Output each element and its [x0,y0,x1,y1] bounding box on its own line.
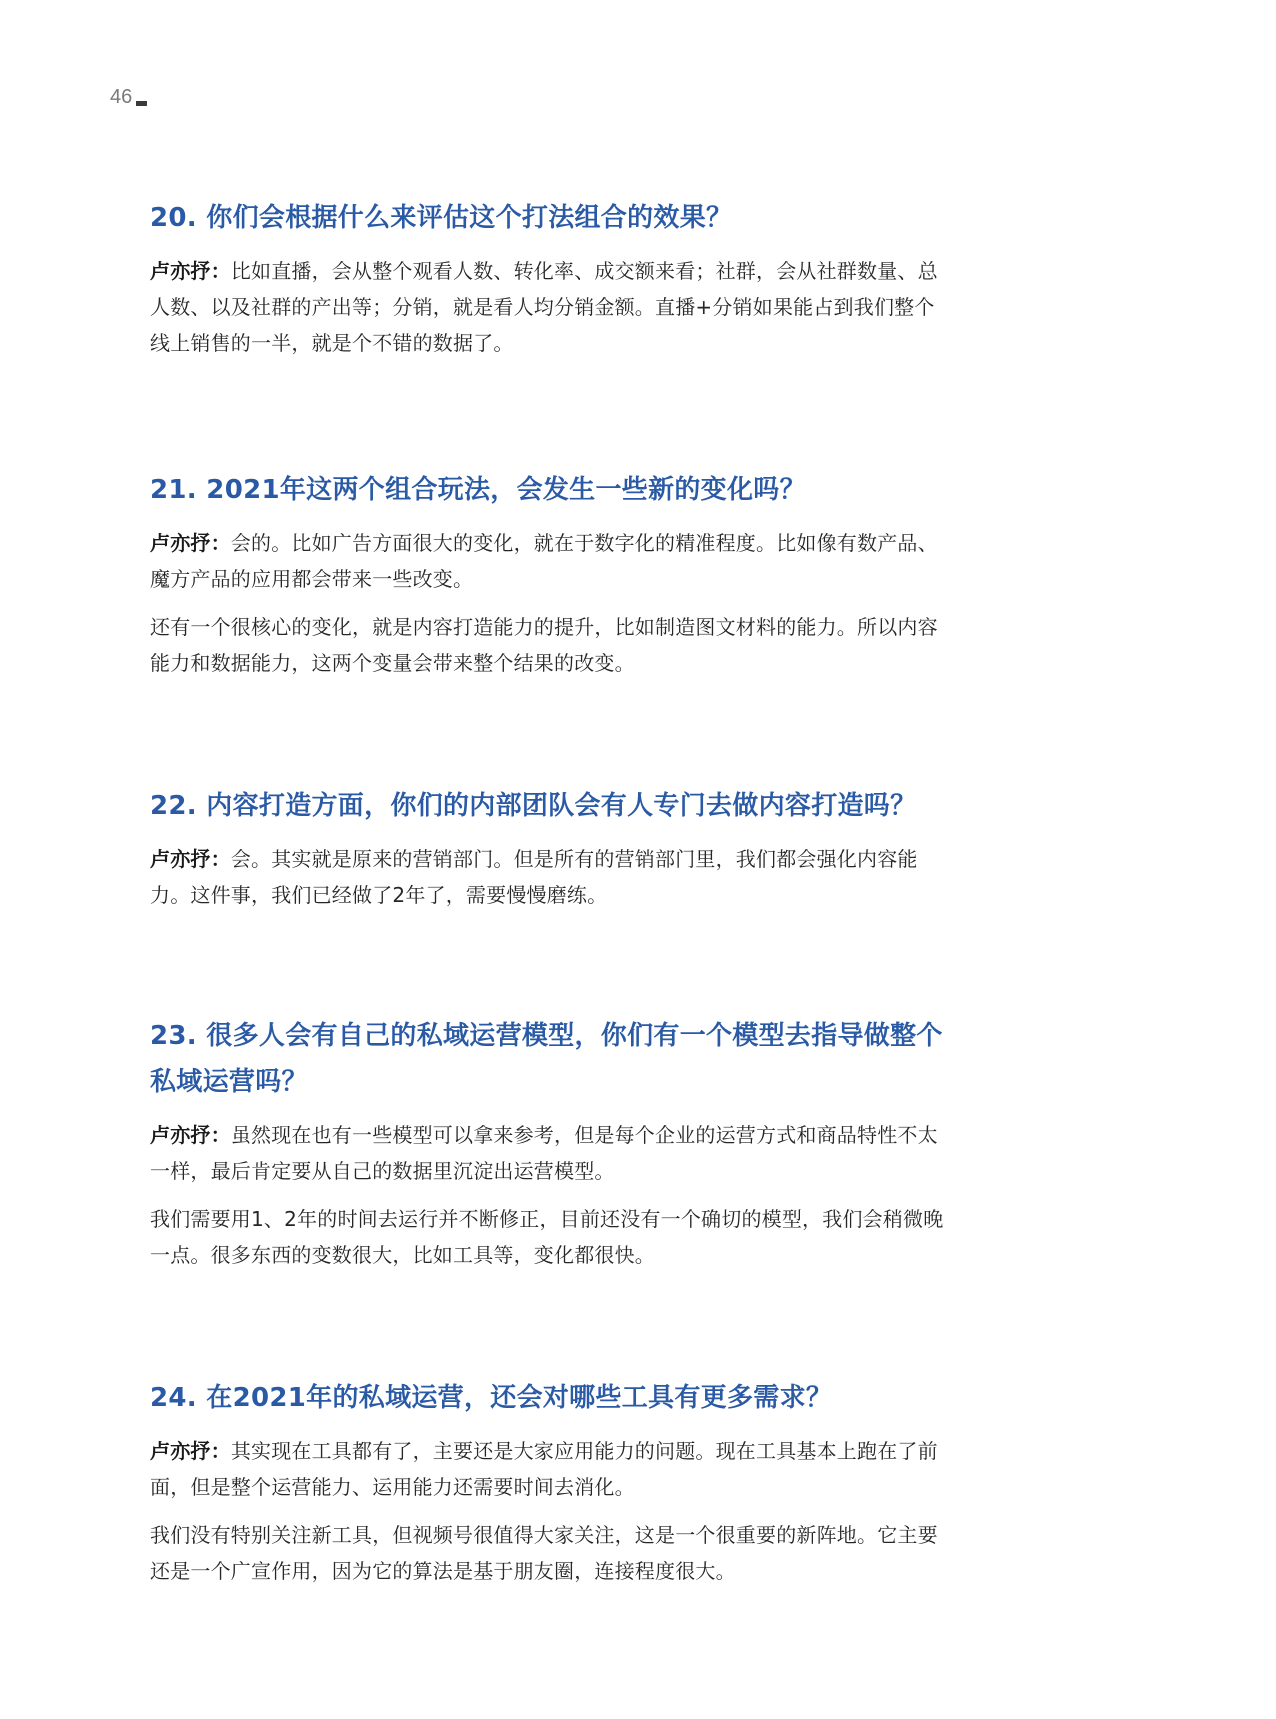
qa-item-23 [150,1013,950,1285]
answer-paragraph [150,253,950,361]
page-number [110,86,147,109]
speaker-label: 卢亦抒： [150,1123,231,1147]
question-heading: 22. 内容打造方面，你们的内部团队会有人专门去做内容打造吗？ [150,791,917,821]
answer-paragraph [150,1117,950,1189]
qa-item-21 [150,467,950,693]
answer-paragraph [150,841,950,913]
page-number-mark [136,101,147,106]
answer-extra-paragraph: 还有一个很核心的变化，就是内容打造能力的提升，比如制造图文材料的能力。所以内容能力和数据能力，这两个变量会带来整个结果的改变。 [150,615,938,675]
qa-item-22 [150,783,950,925]
question-heading: 24. 在2021年的私域运营，还会对哪些工具有更多需求？ [150,1383,833,1413]
answer-text: 比如直播，会从整个观看人数、转化率、成交额来看；社群，会从社群数量、总人数、以及社群的产出等；分销，就是看人均分销金额。直播+分销如果能占到我们整个线上销售的一半，就是个不错的数据了。 [150,259,938,355]
answer-text: 会的。比如广告方面很大的变化，就在于数字化的精准程度。比如像有数产品、魔方产品的应用都会带来一些改变。 [150,531,938,591]
qa-item-20 [150,195,950,373]
answer-text: 虽然现在也有一些模型可以拿来参考，但是每个企业的运营方式和商品特性不太一样，最后肯定要从自己的数据里沉淀出运营模型。 [150,1123,938,1183]
speaker-label: 卢亦抒： [150,847,231,871]
speaker-label: 卢亦抒： [150,1439,231,1463]
answer-text: 会。其实就是原来的营销部门。但是所有的营销部门里，我们都会强化内容能力。这件事，我们已经做了2年了，需要慢慢磨练。 [150,847,918,907]
speaker-label: 卢亦抒： [150,259,231,283]
answer-extra-paragraph: 我们需要用1、2年的时间去运行并不断修正，目前还没有一个确切的模型，我们会稍微晚一点。很多东西的变数很大，比如工具等，变化都很快。 [150,1207,944,1267]
page-number-text: 46 [110,86,133,108]
answer-paragraph [150,525,950,597]
question-heading: 23. 很多人会有自己的私域运营模型，你们有一个模型去指导做整个私域运营吗？ [150,1021,943,1097]
answer-extra-paragraph: 我们没有特别关注新工具，但视频号很值得大家关注，这是一个很重要的新阵地。它主要还是一个广宣作用，因为它的算法是基于朋友圈，连接程度很大。 [150,1523,938,1583]
question-heading: 21. 2021年这两个组合玩法，会发生一些新的变化吗？ [150,475,806,505]
qa-item-24 [150,1375,950,1601]
speaker-label: 卢亦抒： [150,531,231,555]
answer-paragraph [150,1433,950,1505]
question-heading: 20. 你们会根据什么来评估这个打法组合的效果？ [150,203,733,233]
answer-text: 其实现在工具都有了，主要还是大家应用能力的问题。现在工具基本上跑在了前面，但是整个运营能力、运用能力还需要时间去消化。 [150,1439,938,1499]
